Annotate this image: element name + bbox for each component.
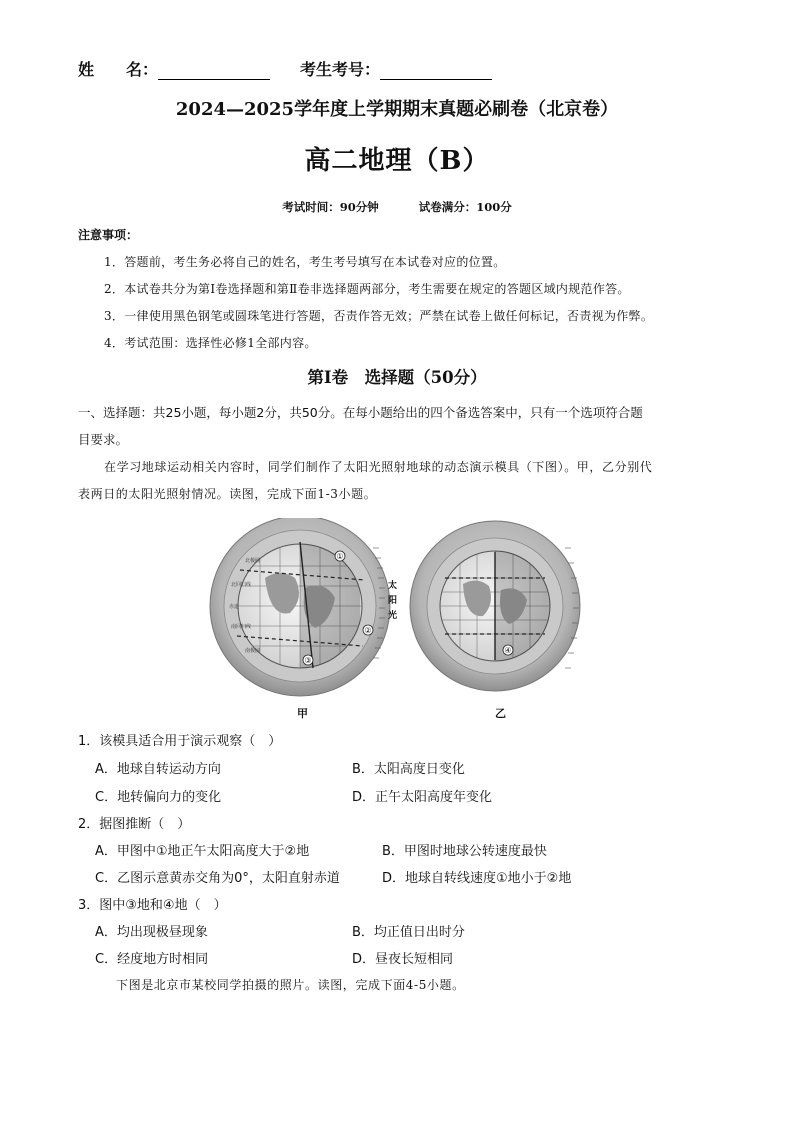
question-3-option-c[interactable]: C．经度地方时相同	[95, 952, 209, 967]
notice-item: 3．一律使用黑色钢笔或圆珠笔进行答题，否责作答无效；严禁在试卷上做任何标记，否责视为作弊。	[104, 309, 654, 323]
question-1-stem: 1．该模具适合用于演示观察（ ）	[78, 734, 282, 749]
exam-time: 考试时间：90分钟	[282, 200, 379, 214]
subject-title: 高二地理（B）	[304, 146, 490, 176]
question-1-option-b[interactable]: B．太阳高度日变化	[352, 762, 465, 777]
exam-info	[0, 199, 794, 215]
label-south-circle: 南极圈	[245, 648, 261, 654]
question-2-option-d[interactable]: D．地球自转线速度①地小于②地	[382, 871, 572, 886]
model-jia	[210, 518, 397, 696]
section-instruction-cont: 目要求。	[78, 432, 129, 447]
student-id-blank[interactable]	[380, 61, 492, 80]
question-3-option-a[interactable]: A．均出现极昼现象	[95, 925, 208, 940]
label-tropic-capricorn: 南回归线	[231, 624, 252, 630]
label-equator: 赤道	[229, 604, 240, 610]
exam-full-score: 试卷满分：100分	[418, 200, 512, 214]
question-3-stem: 3．图中③地和④地（ ）	[78, 898, 227, 913]
student-info-row	[78, 57, 492, 80]
name-label: 姓 名：	[78, 60, 159, 79]
question-2-option-b[interactable]: B．甲图时地球公转速度最快	[382, 844, 547, 859]
question-2-option-a[interactable]: A．甲图中①地正午太阳高度大于②地	[95, 844, 310, 859]
figure-label-jia: 甲	[297, 707, 308, 720]
notice-item: 1．答题前，考生务必将自己的姓名，考生考号填写在本试卷对应的位置。	[104, 255, 506, 269]
passage-intro-cont: 表两日的太阳光照射情况。读图，完成下面1-3小题。	[78, 487, 377, 501]
question-3-option-d[interactable]: D．昼夜长短相同	[352, 952, 454, 967]
marker-3: ③	[304, 656, 312, 665]
notice-item: 2．本试卷共分为第Ⅰ卷选择题和第Ⅱ卷非选择题两部分，考生需要在规定的答题区域内规范作答。	[104, 282, 630, 296]
globe-model-figure	[205, 518, 595, 718]
question-2-option-c[interactable]: C．乙图示意黄赤交角为0°，太阳直射赤道	[95, 871, 340, 886]
section-title: 第Ⅰ卷 选择题（50分）	[307, 368, 487, 387]
question-3-option-b[interactable]: B．均正值日出时分	[352, 925, 465, 940]
sun-char-2: 阳	[388, 596, 398, 606]
student-id-label: 考生考号：	[300, 60, 381, 79]
question-1-option-a[interactable]: A．地球自转运动方向	[95, 762, 221, 777]
model-yi	[410, 521, 580, 691]
marker-4: ④	[504, 646, 512, 655]
notice-heading: 注意事项：	[78, 228, 139, 242]
marker-1: ①	[336, 552, 344, 561]
sun-char-1: 太	[388, 581, 398, 591]
figure-label-yi: 乙	[495, 707, 506, 720]
exam-title: 2024—2025学年度上学期期末真题必刷卷（北京卷）	[175, 99, 619, 120]
marker-2: ②	[364, 626, 372, 635]
sun-char-3: 光	[388, 611, 398, 621]
notice-item: 4．考试范围：选择性必修1全部内容。	[104, 336, 317, 350]
name-blank[interactable]	[158, 61, 270, 80]
label-tropic-cancer: 北回归线	[231, 582, 252, 588]
passage-2-intro: 下图是北京市某校同学拍摄的照片。读图，完成下面4-5小题。	[116, 978, 465, 992]
question-1-option-d[interactable]: D．正午太阳高度年变化	[352, 790, 493, 805]
question-2-stem: 2．据图推断（ ）	[78, 817, 191, 832]
section-instruction: 一、选择题：共25小题，每小题2分，共50分。在每小题给出的四个备选答案中，只有一个选项符合题	[78, 405, 643, 420]
label-north-circle: 北极圈	[245, 558, 261, 564]
question-1-option-c[interactable]: C．地转偏向力的变化	[95, 790, 222, 805]
passage-intro: 在学习地球运动相关内容时，同学们制作了太阳光照射地球的动态演示模具（下图）。甲，乙分别代	[104, 460, 653, 474]
